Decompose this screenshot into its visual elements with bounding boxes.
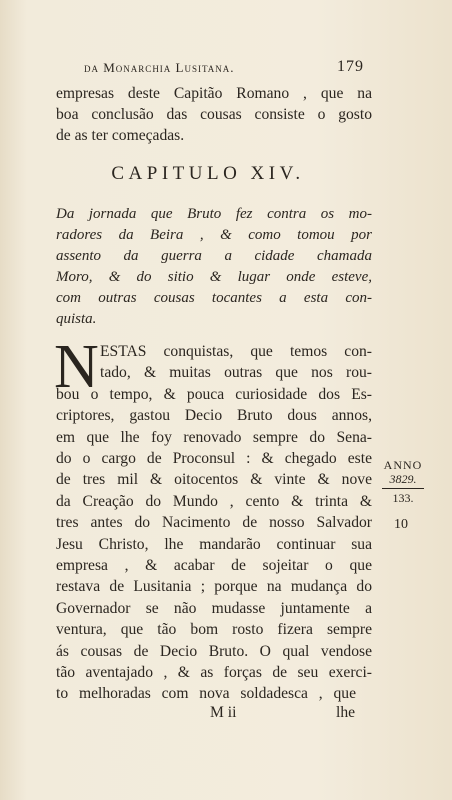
catchword: lhe (336, 704, 356, 721)
text-line: empresa , & acabar de sojeitar o que (56, 557, 372, 574)
margin-paragraph-number: 10 (394, 517, 408, 532)
running-head (84, 60, 364, 76)
text-line: de as ter começadas. (56, 127, 185, 144)
chapter-summary-line: Moro, & do sitio & lugar onde esteve, (56, 269, 372, 285)
text-line: ás cousas de Decio Bruto. O qual vendose (56, 643, 372, 660)
chapter-summary-line: quista. (56, 311, 97, 327)
text-line: ESTAS conquistas, que temos con- (100, 343, 372, 360)
chapter-summary-line: assento da guerra a cidade chamada (56, 248, 372, 264)
page-number: 179 (337, 58, 364, 75)
text-line: restava de Lusitania ; porque na mudança do (56, 578, 372, 595)
text-line: boa conclusão das cousas consiste o gosto (56, 106, 372, 123)
text-line: to melhoradas com nova soldadesca , que (56, 685, 356, 702)
text-line: em que lhe foy renovado sempre do Sena- (56, 429, 372, 446)
drop-cap: N (54, 333, 99, 401)
margin-year: 3829. (389, 472, 417, 486)
running-head-title: da Monarchia Lusitana. (84, 60, 235, 75)
text-line: ventura, que tão bom rosto fizera sempre (56, 621, 372, 638)
chapter-summary-line: com outras cousas tocantes a esta con- (56, 290, 372, 306)
chapter-summary-line: Da jornada que Bruto fez contra os mo- (56, 206, 372, 222)
margin-rule (382, 488, 424, 489)
text-line: empresas deste Capitão Romano , que na (56, 85, 372, 102)
margin-year-before: 133. (392, 491, 414, 505)
text-line: tão aventajado , & as forças de seu exerci- (56, 664, 372, 681)
margin-anno-label: ANNO (383, 458, 423, 472)
text-line: bou o tempo, & pouca curiosidade dos Es- (56, 386, 372, 403)
text-line: tres antes do Nacimento de nosso Salvador (56, 514, 372, 531)
signature-mark: M ii (210, 704, 237, 721)
chapter-heading: CAPITULO XIV. (111, 163, 305, 184)
text-line: Jesu Christo, lhe mandarão continuar sua (56, 536, 372, 553)
margin-note-year (378, 458, 428, 505)
text-line: tado, & muitas outras que nos rou- (100, 364, 372, 381)
text-line: Governador se não mudasse juntamente a (56, 600, 372, 617)
text-line: da Creação do Mundo , cento & trinta & (56, 493, 372, 510)
chapter-summary-line: radores da Beira , & como tomou por (56, 227, 372, 243)
text-line: de tres mil & oitocentos & vinte & nove (56, 471, 372, 488)
text-line: do o cargo de Proconsul : & chegado este (56, 450, 372, 467)
text-line: criptores, gastou Decio Bruto dous annos, (56, 407, 372, 424)
